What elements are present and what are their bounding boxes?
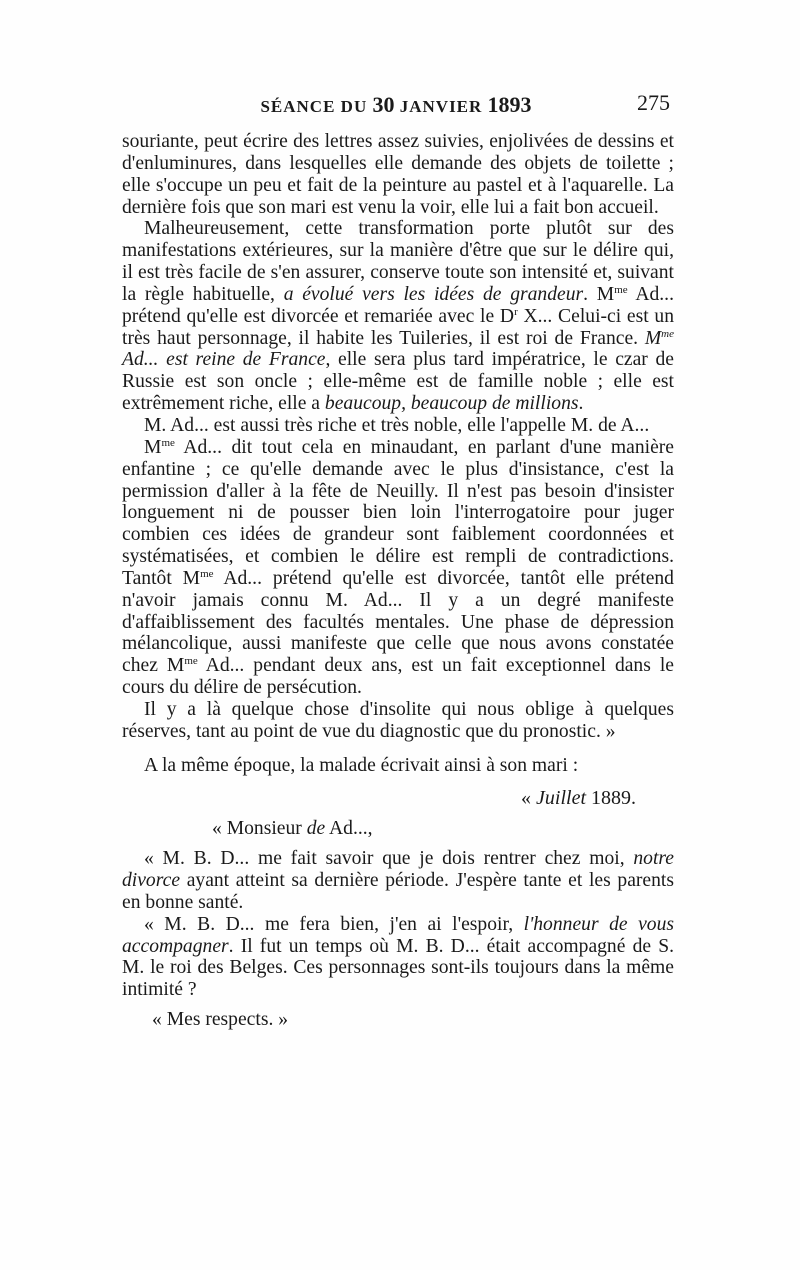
letter1-text-b: ayant atteint sa dernière période. J'espère tante et les parents en bonne santé.: [122, 870, 674, 913]
letter-closing: « Mes respects. »: [152, 1009, 289, 1031]
p2-italic-2a: M: [644, 327, 662, 349]
letter-date-year: 1889.: [586, 787, 636, 810]
p2-text-a: Malheureusement, cette transformation porte plutôt sur des manifestations extérieures, sur la manière d'être que sur le délire qui, il est très facile de s'en assurer, conserve toute son intensité et, suivant la règle habituelle,: [122, 218, 674, 305]
running-head: [122, 92, 670, 122]
letter-date-month: Juillet: [536, 787, 586, 810]
page-number: 275: [637, 90, 670, 115]
body-text: [122, 131, 674, 1031]
running-title-day: 30: [372, 92, 395, 117]
p4-text-c: Ad... prétend qu'elle est divorcée, tantôt elle prétend n'avoir jamais connu M. Ad... Il y a un degré manifeste d'affaiblissement des facultés mentales. Une phase de dépression mélancolique, aussi manifeste que celle que nous avons constatée chez M: [122, 567, 674, 677]
letter-date: [122, 788, 674, 810]
p2-italic-2b: Ad... est reine de France: [122, 349, 326, 371]
paragraph-5: Il y a là quelque chose d'insolite qui nous oblige à quelques réserves, tant au point de vue du diagnostic que du pronostic. »: [122, 698, 674, 742]
letter1-italic: notre divorce: [122, 848, 674, 891]
p4-sup-2: me: [200, 567, 214, 580]
running-title-year: 1893: [487, 92, 532, 117]
running-title-prefix: SÉANCE DU: [260, 97, 373, 116]
p2-sup-3: me: [661, 327, 674, 340]
salutation-a: « Monsieur: [212, 818, 307, 840]
letter1-text-a: « M. B. D... me fait savoir que je dois rentrer chez moi,: [144, 848, 634, 870]
p2-text-d: X... Celui-ci est un très haut personnage, il habite les Tuileries, il est roi de France.: [122, 305, 674, 349]
paragraph-1: souriante, peut écrire des lettres assez suivies, enjolivées de dessins et d'enluminures, dans lesquelles elle demande des objets de toilette ; elle s'occupe un peu et fait de la peinture au pastel et à l'aquarelle. La dernière fois que son mari est venu la voir, elle lui a fait bon accueil.: [122, 131, 674, 218]
salutation-b: Ad...,: [325, 818, 373, 840]
p2-italic-1: a évolué vers les idées de grandeur: [283, 283, 584, 305]
letter-date-open: «: [521, 787, 537, 810]
paragraph-2: [122, 218, 674, 415]
running-title-month: JANVIER: [394, 97, 488, 116]
p2-text-e: , elle sera plus tard impératrice, le czar de Russie est son oncle ; elle-même est de famille noble ; elle est extrêmement riche, elle a: [122, 349, 674, 415]
letter-salutation: [122, 818, 674, 840]
salutation-italic: de: [306, 818, 326, 840]
letter2-italic: l'honneur de vous accompagner: [122, 913, 674, 957]
p4-sup-1: me: [161, 436, 175, 449]
running-title: [122, 92, 670, 118]
paragraph-3: M. Ad... est aussi très riche et très noble, elle l'appelle M. de A...: [144, 414, 650, 436]
p2-text-c: Ad... prétend qu'elle est divorcée et remariée avec le D: [122, 283, 674, 327]
p4-sup-3: me: [184, 655, 198, 668]
p2-text-b: . M: [583, 283, 615, 305]
paragraph-6: A la même époque, la malade écrivait ainsi à son mari :: [144, 754, 579, 776]
letter2-text-a: « M. B. D... me fera bien, j'en ai l'espoir,: [144, 913, 524, 935]
p4-text-b: Ad... dit tout cela en minaudant, en parlant d'une manière enfantine ; ce qu'elle demande avec le plus d'insistance, c'est la permission d'aller à la fête de Neuilly. Il n'est pas besoin d'insister longuement ni de pousser bien loin l'interrogatoire pour juger combien ces idées de grandeur sont faiblement coordonnées et systématisées, et combien le délire est rempli de contradictions. Tantôt M: [122, 436, 674, 589]
p2-sup-2: r: [514, 305, 518, 318]
p4-text-a: M: [144, 436, 162, 458]
letter2-text-b: . Il fut un temps où M. B. D... était accompagné de S. M. le roi des Belges. Ces personnages sont-ils toujours dans la même intimité ?: [122, 935, 674, 1001]
letter-paragraph-2: [122, 914, 674, 1001]
p4-text-d: Ad... pendant deux ans, est un fait exceptionnel dans le cours du délire de persécution.: [122, 655, 674, 699]
letter-paragraph-1: [122, 848, 674, 914]
paragraph-4: [122, 437, 674, 699]
p2-italic-3: beaucoup, beaucoup de millions: [324, 393, 579, 415]
p2-sup-1: me: [614, 283, 628, 296]
p2-text-f: .: [578, 393, 584, 415]
